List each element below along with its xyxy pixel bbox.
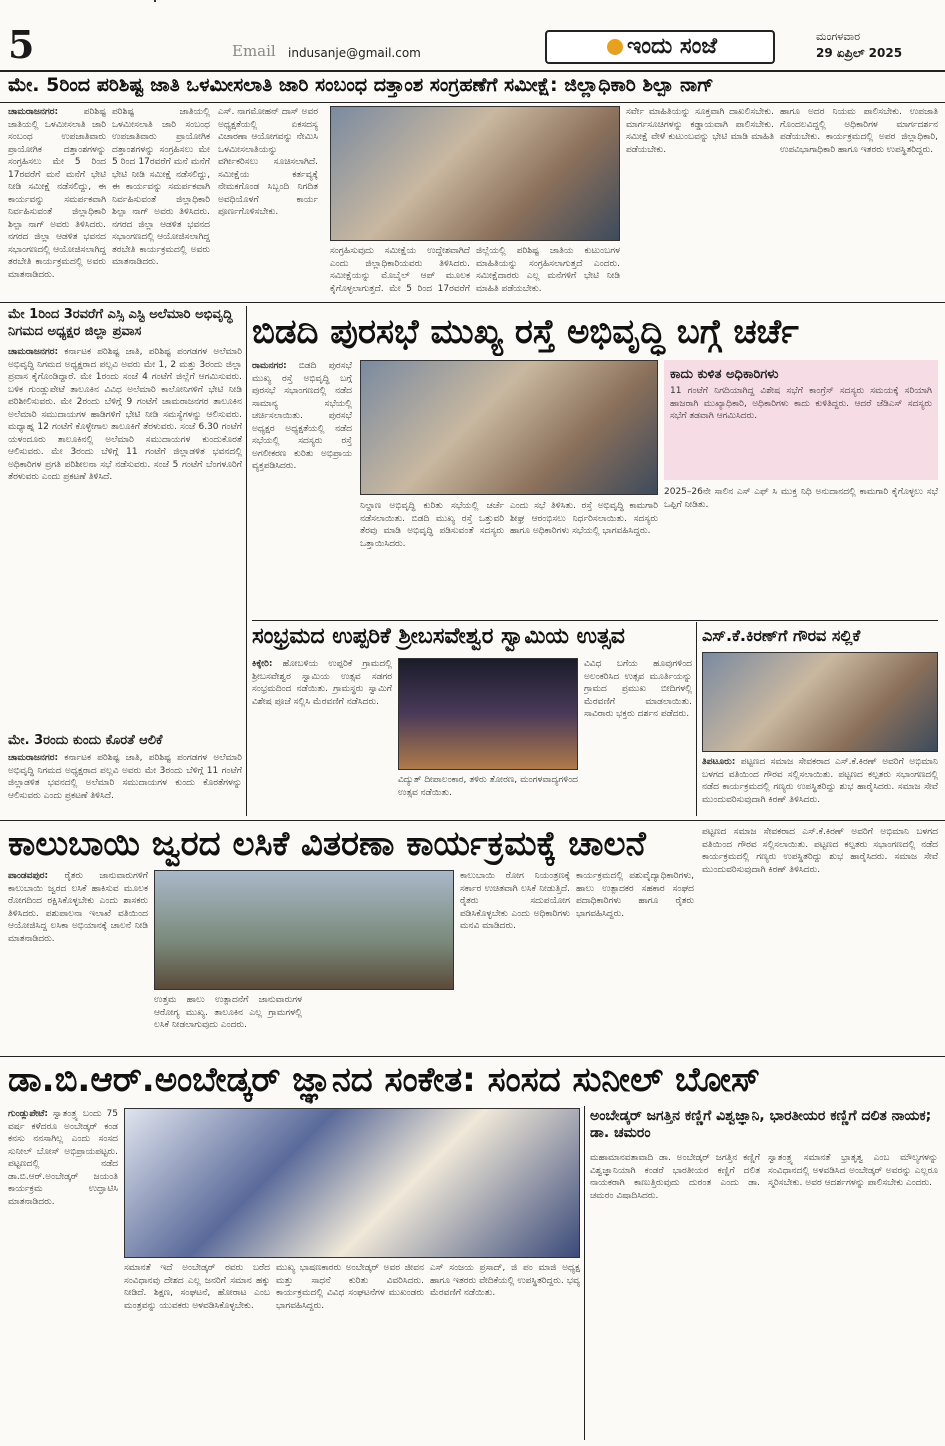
story1-column-4	[330, 245, 470, 297]
issue-date: 29 ಏಪ್ರಿಲ್ 2025	[816, 46, 903, 60]
story7-dateline: ಪಾಂಡವಪುರ:	[8, 871, 49, 881]
story8-column-1	[8, 1108, 118, 1438]
story1-text-2: ಎಸ್. ನಾಗಮೋಹನ್ ದಾಸ್ ಅವರ ಅಧ್ಯಕ್ಷತೆಯಲ್ಲಿ ಏಕಸದಸ್ಯ ವಿಚಾರಣಾ ಆಯೋಗವನ್ನು ನೇಮಿಸಿ ಒಳಮೀಸಲಾತಿಯನ್ನು ವರ್ಗೀಕರಿಸಲು ಸೂಚಿಸಲಾಗಿದೆ. ಸಮೀಕ್ಷೆಯ ಕರ್ತವ್ಯಕ್ಕೆ ನೇಮಕಗೊಂಡ ಸಿಬ್ಬಂದಿ ನಿಗದಿತ ಅವಧಿಯೊಳಗೆ ಕಾರ್ಯ ಪೂರ್ಣಗೊಳಿಸಬೇಕು.	[218, 107, 318, 217]
story6-text-continued: ಪಟ್ಟಣದ ಸಮಾಜ ಸೇವಕರಾದ ಎಸ್.ಕೆ.ಕಿರಣ್ ಅವರಿಗೆ ಅಭಿಮಾನಿ ಬಳಗದ ವತಿಯಿಂದ ಗೌರವ ಸಲ್ಲಿಸಲಾಯಿತು. ಪಟ್ಟಣದ ಕಲ್ಪತರು ಸಭಾಂಗಣದಲ್ಲಿ ನಡೆದ ಕಾರ್ಯಕ್ರಮದಲ್ಲಿ ಗಣ್ಯರು ಉಪಸ್ಥಿತರಿದ್ದು ಶುಭ ಹಾರೈಸಿದರು. ಸಮಾಜ ಸೇವೆ ಮುಂದುವರಿಸುವುದಾಗಿ ಕಿರಣ್ ತಿಳಿಸಿದರು.	[702, 827, 938, 875]
sidebar-box-text: 11 ಗಂಟೆಗೆ ನಿಗದಿಯಾಗಿದ್ದ ವಿಶೇಷ ಸಭೆಗೆ ಕಾಂಗ್ರೆಸ್ ಸದಸ್ಯರು ಸಮಯಕ್ಕೆ ಸರಿಯಾಗಿ ಹಾಜರಾಗಿ ಮುಖ್ಯಾಧಿಕಾರಿ, ಅಧಿಕಾರಿಗಳು ಕಾದು ಕುಳಿತಿದ್ದರು. ಆದರೆ ಜೆಡಿಎಸ್ ಸದಸ್ಯರು ಸಭೆಗೆ ತಡವಾಗಿ ಆಗಮಿಸಿದರು.	[670, 386, 932, 421]
story8-column-4	[430, 1262, 580, 1438]
story8-photo	[124, 1108, 580, 1258]
story7-text-2: ಉತ್ತಮ ಹಾಲು ಉತ್ಪಾದನೆಗೆ ಜಾನುವಾರುಗಳ ಆರೋಗ್ಯ ಮುಖ್ಯ. ತಾಲೂಕಿನ ಎಲ್ಲ ಗ್ರಾಮಗಳಲ್ಲಿ ಲಸಿಕೆ ನೀಡಲಾಗುವುದು ಎಂದರು.	[154, 995, 302, 1030]
story5-caption	[398, 774, 578, 816]
masthead-rule	[0, 70, 945, 72]
sidebar-aside	[664, 486, 938, 616]
story6-photo	[702, 652, 938, 752]
story7-photo	[154, 870, 454, 990]
story1-text-6: ಸರ್ವೇ ಮಾಹಿತಿಯನ್ನು ಸೂಕ್ತವಾಗಿ ದಾಖಲಿಸಬೇಕು. ಮಾರ್ಗಸೂಚಿಗಳನ್ನು ಕಡ್ಡಾಯವಾಗಿ ಪಾಲಿಸಬೇಕು. ಸಮೀಕ್ಷೆ ವೇಳೆ ಕುಟುಂಬವನ್ನು ಭೇಟಿ ಮಾಡಿ ಮಾಹಿತಿ ಪಡೆಯಬೇಕು.	[626, 107, 774, 155]
column-divider	[246, 306, 247, 816]
story1-column-2	[218, 106, 318, 296]
sidebar-box-title: ಕಾದು ಕುಳಿತ ಅಧಿಕಾರಿಗಳು	[670, 367, 779, 382]
story4-text-2: ನಿಲ್ದಾಣ ಅಭಿವೃದ್ಧಿ ಕುರಿತು ಸಭೆಯಲ್ಲಿ ಚರ್ಚೆ ನಡೆಸಲಾಯಿತು. ಬಿಡದಿ ಮುಖ್ಯ ರಸ್ತೆ ಒತ್ತುವರಿ ತೆರವು ಮಾಡಿ ಅಭಿವೃದ್ಧಿ ಪಡಿಸುವಂತೆ ಸದಸ್ಯರು ಒತ್ತಾಯಿಸಿದರು.	[360, 501, 504, 549]
story8-column-3	[276, 1262, 424, 1438]
box2-headline: ಅಂಬೇಡ್ಕರ್ ಜಗತ್ತಿನ ಕಣ್ಣಿಗೆ ವಿಶ್ವಜ್ಞಾನಿ, ಭಾರತೀಯರ ಕಣ್ಣಿಗೆ ದಲಿತ ನಾಯಕ; ಡಾ. ಚಮರಂ	[590, 1108, 932, 1141]
box2-text-2: ಸ್ವಾತಂತ್ರ್ಯ ಸಮಾನತೆ ಭ್ರಾತೃತ್ವ ಎಂಬ ಮೌಲ್ಯಗಳನ್ನು ಸಂವಿಧಾನದಲ್ಲಿ ಅಳವಡಿಸಿದ ಅಂಬೇಡ್ಕರ್ ಅವರನ್ನು ಎಲ್ಲರೂ ಸ್ಮರಿಸಬೇಕು. ಅವರ ಆದರ್ಶಗಳನ್ನು ಪಾಲಿಸಬೇಕು ಎಂದರು.	[768, 1153, 938, 1188]
story4-dateline: ರಾಮನಗರ:	[252, 361, 287, 371]
story2-headline: ಮೇ 1ರಿಂದ 3ರವರೆಗೆ ಎಸ್ಸಿ ಎಸ್ಟಿ ಅಲೆಮಾರಿ ಅಭಿವೃದ್ಧಿ ನಿಗಮದ ಅಧ್ಯಕ್ಷರ ಜಿಲ್ಲಾ ಪ್ರವಾಸ	[8, 307, 233, 339]
story1-text-1: ಪರಿಶಿಷ್ಟ ಜಾತಿಯಲ್ಲಿ ಒಳಮೀಸಲಾತಿ ಜಾರಿ ಸಂಬಂಧ ಉಪಜಾತಿವಾರು ಪ್ರಾಯೋಗಿಕ ದತ್ತಾಂಶಗಳನ್ನು ಸಂಗ್ರಹಿಸಲು ಮೇ 5 ರಿಂದ 17ರವರೆಗೆ ಮನೆ ಮನೆಗೆ ಭೇಟಿ ನೀಡಿ ಸಮೀಕ್ಷೆ ನಡೆಸಲಿದ್ದು, ಈ ಕಾರ್ಯವನ್ನು ಸಮರ್ಪಕವಾಗಿ ನಿರ್ವಹಿಸುವಂತೆ ಜಿಲ್ಲಾಧಿಕಾರಿ ಶಿಲ್ಪಾ ನಾಗ್ ಅವರು ತಿಳಿಸಿದರು. ನಗರದ ಜಿಲ್ಲಾ ಆಡಳಿತ ಭವನದ ಸಭಾಂಗಣದಲ್ಲಿ ಆಯೋಜಿಸಲಾಗಿದ್ದ ತರಬೇತಿ ಕಾರ್ಯಕ್ರಮದಲ್ಲಿ ಅವರು ಮಾತನಾಡಿದರು.	[8, 107, 106, 280]
story7-column-4	[576, 870, 694, 1050]
divider	[252, 620, 938, 621]
box2-column-2	[768, 1152, 938, 1438]
story8-text-3: ಮುಖ್ಯ ಭಾಷಣಕಾರರು ಅಂಬೇಡ್ಕರ್ ಅವರ ಜೀವನ ಮತ್ತು ಸಾಧನೆ ಕುರಿತು ವಿವರಿಸಿದರು. ಕಾರ್ಯಕ್ರಮದಲ್ಲಿ ವಿವಿಧ ಸಂಘಟನೆಗಳ ಮುಖಂಡರು ಭಾಗವಹಿಸಿದ್ದರು.	[276, 1263, 424, 1311]
story5-headline: ಸಂಭ್ರಮದ ಉಪ್ಪರಿಕೆ ಶ್ರೀಬಸವೇಶ್ವರ ಸ್ವಾಮಿಯ ಉತ್ಸವ	[252, 624, 625, 649]
story6-continued	[702, 826, 938, 1050]
story3-text: ಕರ್ನಾಟಕ ಪರಿಶಿಷ್ಟ ಜಾತಿ, ಪರಿಶಿಷ್ಟ ಪಂಗಡಗಳ ಅಲೆಮಾರಿ ಅಭಿವೃದ್ಧಿ ನಿಗಮದ ಅಧ್ಯಕ್ಷರಾದ ಪಲ್ಲವಿ ಅವರು ಮೇ 3ರಂದು ಬೆಳಿಗ್ಗೆ 11 ಗಂಟೆಗೆ ಜಿಲ್ಲಾಡಳಿತ ಭವನದಲ್ಲಿ ಅಲೆಮಾರಿ ಸಮುದಾಯಗಳ ಕುಂದು ಕೊರತೆಗಳನ್ನು ಆಲಿಸುವರು ಎಂದು ಪ್ರಕಟಣೆ ತಿಳಿಸಿದೆ.	[8, 753, 242, 801]
story6-text: ಪಟ್ಟಣದ ಸಮಾಜ ಸೇವಕರಾದ ಎಸ್.ಕೆ.ಕಿರಣ್ ಅವರಿಗೆ ಅಭಿಮಾನಿ ಬಳಗದ ವತಿಯಿಂದ ಗೌರವ ಸಲ್ಲಿಸಲಾಯಿತು. ಪಟ್ಟಣದ ಕಲ್ಪತರು ಸಭಾಂಗಣದಲ್ಲಿ ನಡೆದ ಕಾರ್ಯಕ್ರಮದಲ್ಲಿ ಗಣ್ಯರು ಉಪಸ್ಥಿತರಿದ್ದು ಶುಭ ಹಾರೈಸಿದರು. ಸಮಾಜ ಸೇವೆ ಮುಂದುವರಿಸುವುದಾಗಿ ಕಿರಣ್ ತಿಳಿಸಿದರು.	[702, 757, 938, 805]
story1-column-7	[780, 106, 938, 296]
story7-column-2	[154, 994, 302, 1050]
column-divider	[696, 622, 697, 816]
story1-text-5: ಜಿಲ್ಲೆಯಲ್ಲಿ ಪರಿಶಿಷ್ಟ ಜಾತಿಯ ಕುಟುಂಬಗಳ ಮಾಹಿತಿಯನ್ನು ಸಂಗ್ರಹಿಸಲಾಗುತ್ತದೆ ಎಂದರು. ಸಮೀಕ್ಷೆದಾರರು ಎಲ್ಲ ಮನೆಗಳಿಗೆ ಭೇಟಿ ನೀಡಿ ಮಾಹಿತಿ ಪಡೆಯಬೇಕು.	[476, 246, 620, 294]
story5-photo	[398, 658, 578, 770]
box2-column-1	[590, 1152, 760, 1438]
story8-text-4: ಎಸ್ ಸಂಜಯ ಪ್ರಸಾದ್, ಜಿ ಪಂ ಮಾಜಿ ಅಧ್ಯಕ್ಷ ಹಾಗೂ ಇತರರು ವೇದಿಕೆಯಲ್ಲಿ ಉಪಸ್ಥಿತರಿದ್ದರು. ಭವ್ಯ ಮೆರವಣಿಗೆ ನಡೆಯಿತು.	[430, 1263, 580, 1298]
story1-dateline: ಚಾಮರಾಜನಗರ:	[8, 107, 59, 117]
story6-body	[702, 756, 938, 816]
story7-text-1: ರೈತರು ಜಾನುವಾರುಗಳಿಗೆ ಕಾಲುಬಾಯಿ ಜ್ವರದ ಲಸಿಕೆ ಹಾಕಿಸುವ ಮೂಲಕ ರೋಗದಿಂದ ರಕ್ಷಿಸಿಕೊಳ್ಳಬೇಕು ಎಂದು ಶಾಸಕರು ತಿಳಿಸಿದರು. ಪಶುಪಾಲನಾ ಇಲಾಖೆ ವತಿಯಿಂದ ಆಯೋಜಿಸಿದ್ದ ಲಸಿಕಾ ಅಭಿಯಾನಕ್ಕೆ ಚಾಲನೆ ನೀಡಿ ಮಾತನಾಡಿದರು.	[8, 871, 148, 944]
story5-dateline: ಕಿಕ್ಕೇರಿ:	[252, 659, 273, 669]
story7-column-3	[460, 870, 570, 1050]
story1-column-1	[8, 106, 106, 296]
sidebar-box	[664, 360, 938, 480]
divider	[0, 102, 945, 103]
weekday: ಮಂಗಳವಾರ	[816, 30, 861, 43]
story4-text-3: ಎಂದು ಸಭೆ ತಿಳಿಸಿತು. ರಸ್ತೆ ಅಭಿವೃದ್ಧಿ ಕಾಮಗಾರಿ ಶೀಘ್ರ ಆರಂಭಿಸಲು ನಿರ್ಧರಿಸಲಾಯಿತು. ಸದಸ್ಯರು ಹಾಗೂ ಅಧಿಕಾರಿಗಳು ಸಭೆಯಲ್ಲಿ ಭಾಗವಹಿಸಿದ್ದರು.	[510, 501, 658, 536]
logo-sun-icon	[607, 39, 623, 55]
story4-photo	[360, 360, 658, 495]
spacer	[154, 0, 156, 2]
story1-photo	[330, 106, 620, 241]
story1-text-7: ಹಾಗೂ ಅದರ ನಿಯಮ ಪಾಲಿಸಬೇಕು. ಉಪಜಾತಿ ಗೊಂದಲವಿದ್ದಲ್ಲಿ ಅಧಿಕಾರಿಗಳ ಮಾರ್ಗದರ್ಶನ ಪಡೆಯಬೇಕು. ಕಾರ್ಯಕ್ರಮದಲ್ಲಿ ಅಪರ ಜಿಲ್ಲಾಧಿಕಾರಿ, ಉಪವಿಭಾಗಾಧಿಕಾರಿ ಹಾಗೂ ಇತರರು ಉಪಸ್ಥಿತರಿದ್ದರು.	[780, 107, 938, 155]
story1-text-4: ಸಂಗ್ರಹಿಸುವುದು ಸಮೀಕ್ಷೆಯ ಉದ್ದೇಶವಾಗಿದೆ ಎಂದು ಜಿಲ್ಲಾಧಿಕಾರಿಯವರು ತಿಳಿಸಿದರು. ಸಮೀಕ್ಷೆಯನ್ನು ಮೊಬೈಲ್ ಆಪ್ ಮೂಲಕ ಕೈಗೊಳ್ಳಲಾಗುತ್ತದೆ. ಮೇ 5 ರಿಂದ 17ರವರೆಗೆ	[330, 246, 470, 294]
story6-dateline: ತಿಪಟೂರು:	[702, 757, 736, 767]
story4-column-2	[360, 500, 504, 616]
story2-body	[8, 346, 242, 726]
email-label: Email	[232, 42, 276, 60]
story4-column-1	[252, 360, 352, 616]
story4-headline: ಬಿಡದಿ ಪುರಸಭೆ ಮುಖ್ಯ ರಸ್ತೆ ಅಭಿವೃದ್ಧಿ ಬಗ್ಗೆ ಚರ್ಚೆ	[252, 312, 799, 352]
divider	[0, 1056, 945, 1057]
story1-column-5	[476, 245, 620, 297]
story5-text-2: ವಿವಿಧ ಬಗೆಯ ಹೂವುಗಳಿಂದ ಅಲಂಕರಿಸಿದ ಉತ್ಸವ ಮೂರ್ತಿಯನ್ನು ಗ್ರಾಮದ ಪ್ರಮುಖ ಬೀದಿಗಳಲ್ಲಿ ಮೆರವಣಿಗೆ ಮಾಡಲಾಯಿತು. ಸಾವಿರಾರು ಭಕ್ತರು ದರ್ಶನ ಪಡೆದರು.	[584, 659, 692, 719]
story1-column-1b	[112, 106, 210, 296]
newspaper-name: ಇಂದು ಸಂಜೆ	[626, 34, 717, 59]
email-address: indusanje@gmail.com	[288, 46, 421, 60]
story2-dateline: ಚಾಮರಾಜನಗರ:	[8, 347, 59, 357]
divider	[0, 820, 945, 821]
story7-headline: ಕಾಲುಬಾಯಿ ಜ್ವರದ ಲಸಿಕೆ ವಿತರಣಾ ಕಾರ್ಯಕ್ರಮಕ್ಕೆ ಚಾಲನೆ	[8, 824, 646, 864]
story8-column-2	[124, 1262, 270, 1438]
story8-dateline: ಗುಂಡ್ಲುಪೇಟೆ:	[8, 1109, 48, 1119]
newspaper-logo	[545, 30, 775, 64]
page-number: 5	[8, 22, 35, 67]
divider	[0, 302, 945, 303]
story5-column-1	[252, 658, 392, 816]
story4-column-3	[510, 500, 658, 616]
story2-text: ಕರ್ನಾಟಕ ಪರಿಶಿಷ್ಟ ಜಾತಿ, ಪರಿಶಿಷ್ಟ ಪಂಗಡಗಳ ಅಲೆಮಾರಿ ಅಭಿವೃದ್ಧಿ ನಿಗಮದ ಅಧ್ಯಕ್ಷರಾದ ಪಲ್ಲವಿ ಅವರು ಮೇ 1, 2 ಮತ್ತು 3ರಂದು ಜಿಲ್ಲಾ ಪ್ರವಾಸ ಕೈಗೊಂಡಿದ್ದಾರೆ. ಮೇ 1ರಂದು ಸಂಜೆ 4 ಗಂಟೆಗೆ ಜಿಲ್ಲೆಗೆ ಆಗಮಿಸುವರು. ಬಳಿಕ ಗುಂಡ್ಲುಪೇಟೆ ತಾಲೂಕಿನ ವಿವಿಧ ಅಲೆಮಾರಿ ಕಾಲೋನಿಗಳಿಗೆ ಭೇಟಿ ನೀಡಿ ಪರಿಶೀಲಿಸುವರು. ಮೇ 2ರಂದು ಬೆಳಿಗ್ಗೆ 9 ಗಂಟೆಗೆ ಚಾಮರಾಜನಗರ ತಾಲೂಕಿನ ಅಲೆಮಾರಿ ಸಮುದಾಯಗಳ ಹಾಡಿಗಳಿಗೆ ಭೇಟಿ ನೀಡಿ ಸಮಸ್ಯೆಗಳನ್ನು ಆಲಿಸುವರು. ಮಧ್ಯಾಹ್ನ 12 ಗಂಟೆಗೆ ಕೊಳ್ಳೇಗಾಲ ತಾಲೂಕಿಗೆ ತೆರಳುವರು. ಸಂಜೆ 6.30 ಗಂಟೆಗೆ ಯಳಂದೂರು ತಾಲೂಕಿನಲ್ಲಿ ಅಲೆಮಾರಿ ಸಮುದಾಯಗಳ ಕುಂದುಕೊರತೆ ಆಲಿಸುವರು. ಮೇ 3ರಂದು ಬೆಳಿಗ್ಗೆ 11 ಗಂಟೆಗೆ ಜಿಲ್ಲಾಡಳಿತ ಭವನದಲ್ಲಿ ಅಧಿಕಾರಿಗಳ ಪ್ರಗತಿ ಪರಿಶೀಲನಾ ಸಭೆ ನಡೆಸುವರು. ಸಂಜೆ 5 ಗಂಟೆಗೆ ಬೆಂಗಳೂರಿಗೆ ತೆರಳುವರು ಎಂದು ಪ್ರಕಟಣೆ ತಿಳಿಸಿದೆ.	[8, 347, 242, 482]
story3-headline: ಮೇ. 3ರಂದು ಕುಂದು ಕೊರತೆ ಆಲಿಕೆ	[8, 733, 163, 748]
story1-headline: ಮೇ. 5ರಿಂದ ಪರಿಶಿಷ್ಟ ಜಾತಿ ಒಳಮೀಸಲಾತಿ ಜಾರಿ ಸಂಬಂಧ ದತ್ತಾಂಶ ಸಂಗ್ರಹಣೆಗೆ ಸಮೀಕ್ಷೆ: ಜಿಲ್ಲಾಧಿಕಾರಿ ಶಿಲ್ಪಾ ನಾಗ್	[8, 74, 714, 96]
story5-text-1: ಹೋಬಳಿಯ ಉಪ್ಪರಿಕೆ ಗ್ರಾಮದಲ್ಲಿ ಶ್ರೀಬಸವೇಶ್ವರ ಸ್ವಾಮಿಯ ಉತ್ಸವ ಸಡಗರ ಸಂಭ್ರಮದಿಂದ ನಡೆಯಿತು. ಗ್ರಾಮಸ್ಥರು ಸ್ವಾಮಿಗೆ ವಿಶೇಷ ಪೂಜೆ ಸಲ್ಲಿಸಿ ಮೆರವಣಿಗೆ ನಡೆಸಿದರು.	[252, 659, 392, 707]
box2-text-1: ಮಹಾಮಾನವತಾವಾದಿ ಡಾ. ಅಂಬೇಡ್ಕರ್ ಜಗತ್ತಿನ ಕಣ್ಣಿಗೆ ವಿಶ್ವಜ್ಞಾನಿಯಾಗಿ ಕಂಡರೆ ಭಾರತೀಯರ ಕಣ್ಣಿಗೆ ದಲಿತ ನಾಯಕರಾಗಿ ಕಾಣುತ್ತಿರುವುದು ದುರಂತ ಎಂದು ಡಾ. ಚಮರಂ ವಿಷಾದಿಸಿದರು.	[590, 1153, 760, 1201]
story8-headline: ಡಾ.ಬಿ.ಆರ್.ಅಂಬೇಡ್ಕರ್ ಜ್ಞಾನದ ಸಂಕೇತ: ಸಂಸದ ಸುನೀಲ್ ಬೋಸ್	[8, 1060, 761, 1100]
story3-dateline: ಚಾಮರಾಜನಗರ:	[8, 753, 59, 763]
story5-column-2	[584, 658, 692, 816]
story7-column-1	[8, 870, 148, 1050]
story4-text-1: ಬಿಡದಿ ಪುರಸಭೆ ಮುಖ್ಯ ರಸ್ತೆ ಅಭಿವೃದ್ಧಿ ಬಗ್ಗೆ ಪುರಸಭೆ ಸಭಾಂಗಣದಲ್ಲಿ ನಡೆದ ಸಾಮಾನ್ಯ ಸಭೆಯಲ್ಲಿ ಚರ್ಚಿಸಲಾಯಿತು. ಪುರಸಭೆ ಅಧ್ಯಕ್ಷರ ಅಧ್ಯಕ್ಷತೆಯಲ್ಲಿ ನಡೆದ ಸಭೆಯಲ್ಲಿ ಸದಸ್ಯರು ರಸ್ತೆ ಅಗಲೀಕರಣ ಕುರಿತು ಅಭಿಪ್ರಾಯ ವ್ಯಕ್ತಪಡಿಸಿದರು.	[252, 361, 352, 471]
column-divider	[584, 1106, 585, 1440]
story6-headline: ಎಸ್.ಕೆ.ಕಿರಣ್‌ಗೆ ಗೌರವ ಸಲ್ಲಿಕೆ	[702, 626, 861, 645]
sidebar-aside-text: 2025–26ನೇ ಸಾಲಿನ ಎಸ್ ಎಫ್ ಸಿ ಮುಕ್ತ ನಿಧಿ ಅನುದಾನದಲ್ಲಿ ಕಾಮಗಾರಿ ಕೈಗೊಳ್ಳಲು ಸಭೆ ಒಪ್ಪಿಗೆ ನೀಡಿತು.	[664, 487, 938, 510]
story3-body	[8, 752, 242, 812]
story1-text-1b: ಪರಿಶಿಷ್ಟ ಜಾತಿಯಲ್ಲಿ ಒಳಮೀಸಲಾತಿ ಜಾರಿ ಸಂಬಂಧ ಉಪಜಾತಿವಾರು ಪ್ರಾಯೋಗಿಕ ದತ್ತಾಂಶಗಳನ್ನು ಸಂಗ್ರಹಿಸಲು ಮೇ 5 ರಿಂದ 17ರವರೆಗೆ ಮನೆ ಮನೆಗೆ ಭೇಟಿ ನೀಡಿ ಸಮೀಕ್ಷೆ ನಡೆಸಲಿದ್ದು, ಈ ಕಾರ್ಯವನ್ನು ಸಮರ್ಪಕವಾಗಿ ನಿರ್ವಹಿಸುವಂತೆ ಜಿಲ್ಲಾಧಿಕಾರಿ ಶಿಲ್ಪಾ ನಾಗ್ ಅವರು ತಿಳಿಸಿದರು. ನಗರದ ಜಿಲ್ಲಾ ಆಡಳಿತ ಭವನದ ಸಭಾಂಗಣದಲ್ಲಿ ಆಯೋಜಿಸಲಾಗಿದ್ದ ತರಬೇತಿ ಕಾರ್ಯಕ್ರಮದಲ್ಲಿ ಅವರು ಮಾತನಾಡಿದರು.	[112, 107, 210, 267]
story1-column-6	[626, 106, 774, 296]
story7-text-3: ಕಾಲುಬಾಯಿ ರೋಗ ನಿಯಂತ್ರಣಕ್ಕೆ ಸರ್ಕಾರ ಉಚಿತವಾಗಿ ಲಸಿಕೆ ನೀಡುತ್ತಿದೆ. ರೈತರು ಸದುಪಯೋಗ ಪಡಿಸಿಕೊಳ್ಳಬೇಕು ಎಂದು ಅಧಿಕಾರಿಗಳು ಮನವಿ ಮಾಡಿದರು.	[460, 871, 570, 931]
story5-caption-text: ವಿದ್ಯುತ್ ದೀಪಾಲಂಕಾರ, ತಳಿರು ತೋರಣ, ಮಂಗಳವಾದ್ಯಗಳಿಂದ ಉತ್ಸವ ನಡೆಯಿತು.	[398, 775, 578, 798]
story7-text-4: ಕಾರ್ಯಕ್ರಮದಲ್ಲಿ ಪಶುವೈದ್ಯಾಧಿಕಾರಿಗಳು, ಹಾಲು ಉತ್ಪಾದಕರ ಸಹಕಾರ ಸಂಘದ ಪದಾಧಿಕಾರಿಗಳು ಹಾಗೂ ರೈತರು ಭಾಗವಹಿಸಿದ್ದರು.	[576, 871, 694, 919]
story8-text-2: ಸಮಾನತೆ ಇದೆ ಅಂಬೇಡ್ಕರ್ ರವರು ಬರೆದ ಸಂವಿಧಾನವು ದೇಶದ ಎಲ್ಲ ಜನರಿಗೆ ಸಮಾನ ಹಕ್ಕು ನೀಡಿದೆ. ಶಿಕ್ಷಣ, ಸಂಘಟನೆ, ಹೋರಾಟ ಎಂಬ ಮಂತ್ರವನ್ನು ಯುವಕರು ಅಳವಡಿಸಿಕೊಳ್ಳಬೇಕು.	[124, 1263, 270, 1311]
story8-text-1: ಸ್ವಾತಂತ್ರ್ಯ ಬಂದು 75 ವರ್ಷ ಕಳೆದರೂ ಅಂಬೇಡ್ಕರ್ ಕಂಡ ಕನಸು ನನಸಾಗಿಲ್ಲ ಎಂದು ಸಂಸದ ಸುನೀಲ್ ಬೋಸ್ ಅಭಿಪ್ರಾಯಪಟ್ಟರು. ಪಟ್ಟಣದಲ್ಲಿ ನಡೆದ ಡಾ.ಬಿ.ಆರ್.ಅಂಬೇಡ್ಕರ್ ಜಯಂತಿ ಕಾರ್ಯಕ್ರಮ ಉದ್ಘಾಟಿಸಿ ಮಾತನಾಡಿದರು.	[8, 1109, 118, 1207]
